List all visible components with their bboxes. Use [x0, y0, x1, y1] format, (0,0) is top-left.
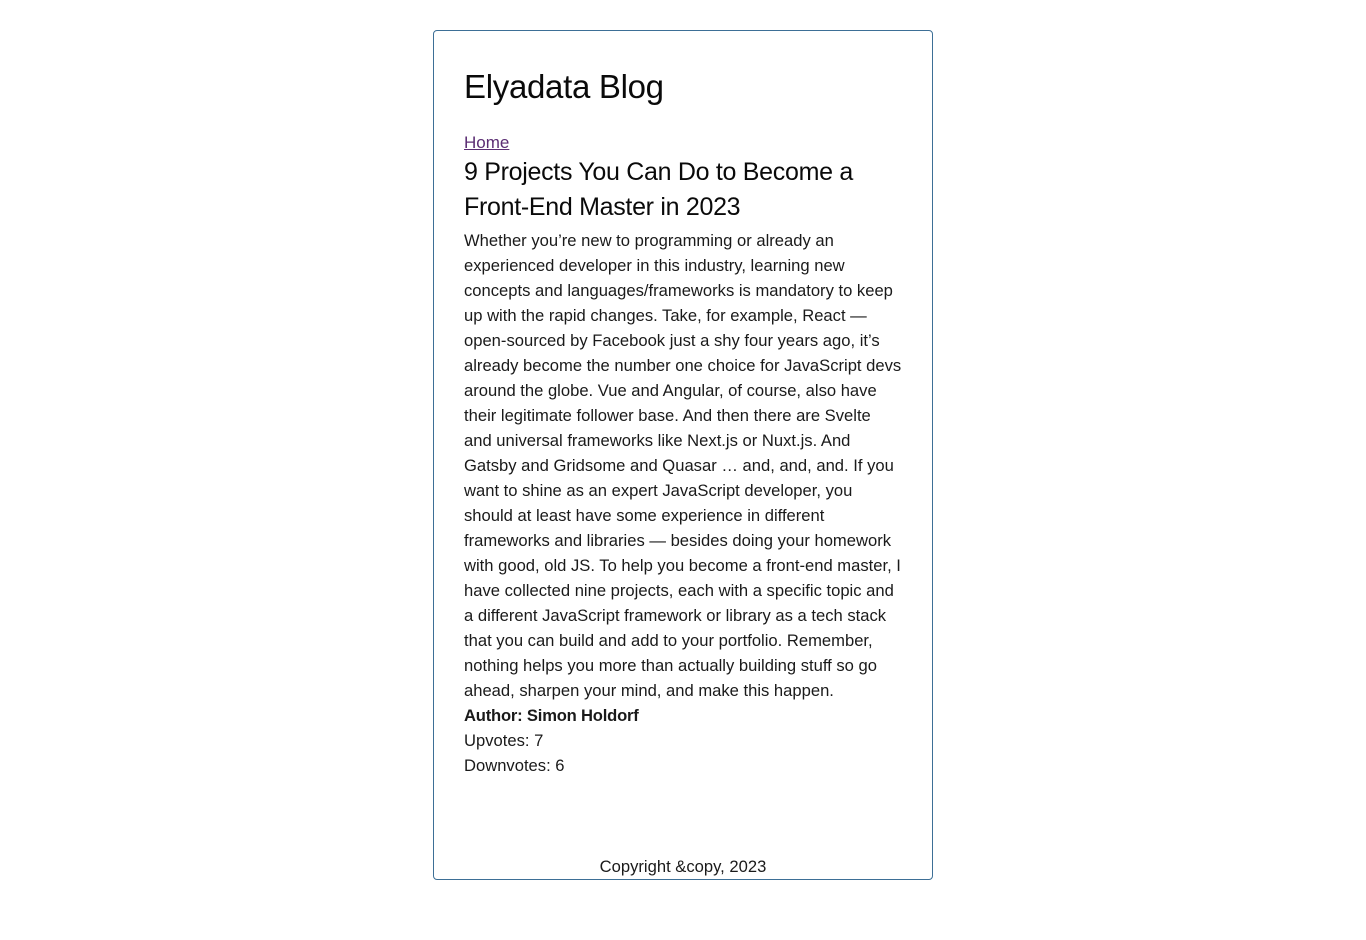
post-author: Author: Simon Holdorf — [464, 706, 639, 725]
site-title: Elyadata Blog — [464, 68, 664, 105]
upvotes-count: Upvotes: 7 — [464, 731, 544, 750]
copyright-footer: Copyright &copy, 2023 — [599, 857, 767, 876]
downvotes-count: Downvotes: 6 — [464, 756, 565, 775]
post-body: Whether you’re new to programming or already an experienced developer in this industry, learning new concepts and languages/frameworks is mandatory to keep up with the rapid changes. Take, for example, React — open-sourced by Facebook just a shy four years ago, it’s already become the number one choice for JavaScript devs around the globe. Vue and Angular, of course, also have their legitimate follower base. And then there are Svelte and universal frameworks like Next.js or Nuxt.js. And Gatsby and Gridsome and Quasar … and, and, and. If you want to shine as an expert JavaScript developer, you should at least have some experience in different frameworks and libraries — besides doing your homework with good, old JS. To help you become a front-end master, I have collected nine projects, each with a specific topic and a different JavaScript framework or library as a tech stack that you can build and add to your portfolio. Remember, nothing helps you more than actually building stuff so go ahead, sharpen your mind, and make this happen. — [464, 231, 902, 700]
home-link[interactable]: Home — [464, 133, 510, 152]
blog-card — [433, 30, 933, 880]
post-title: 9 Projects You Can Do to Become a Front-End Master in 2023 — [464, 158, 853, 221]
